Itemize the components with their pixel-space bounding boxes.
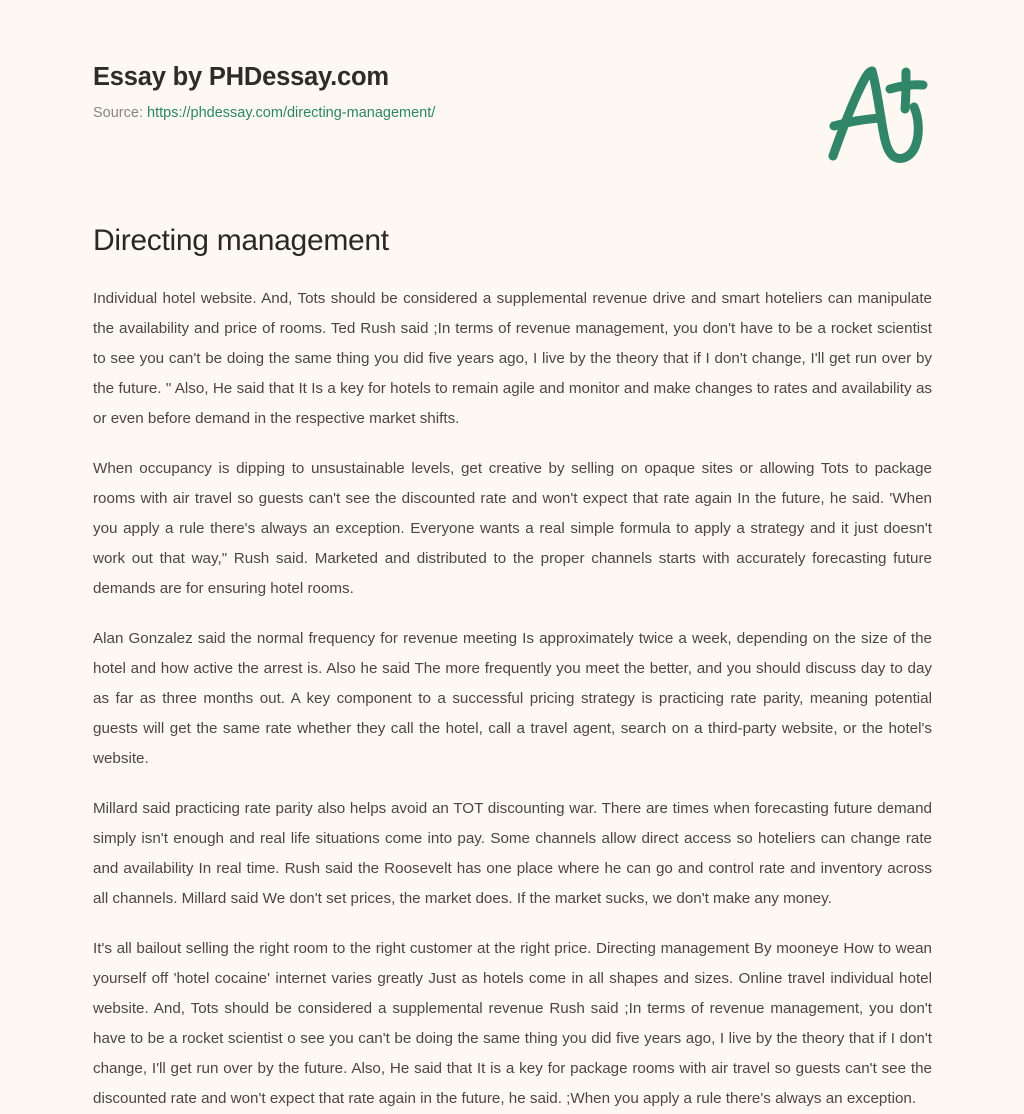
paragraph: Millard said practicing rate parity also helps avoid an TOT discounting war. There are times when forecasting future demand simply isn't enough and real life situations come into pay. Some channels allow direct access so hoteliers can change rate and availability In real time. Rush said the Roosevelt has one place where he can go and control rate and inventory across all channels. Millard said We don't set prices, the market does. If the market sucks, we don't make any money. (93, 800, 932, 907)
paragraph: Alan Gonzalez said the normal frequency for revenue meeting Is approximately twice a week, depending on the size of the hotel and how active the arrest is. Also he said The more frequently you meet the better, and you should discuss day to day as far as three months out. A key component to a successful pricing strategy is practicing rate parity, meaning potential guests will get the same rate whether they call the hotel, call a travel agent, search on a third-party website, or the hotel's website. (93, 630, 932, 767)
source-label: Source: (93, 105, 143, 122)
paragraph: Individual hotel website. And, Tots should be considered a supplemental revenue drive and smart hoteliers can manipulate the availability and price of rooms. Ted Rush said ;In terms of revenue management, you don't have to be a rocket scientist to see you can't be doing the same thing you did five years ago, I live by the theory that if I don't change, I'll get run over by the future. " Also, He said that It Is a key for hotels to remain agile and monitor and make changes to rates and availability as or even before demand in the respective market shifts. (93, 290, 932, 427)
paragraph: When occupancy is dipping to unsustainable levels, get creative by selling on opaque sites or allowing Tots to package rooms with air travel so guests can't see the discounted rate and won't expect that rate again In the future, he said. 'When you apply a rule there's always an exception. Everyone wants a real simple formula to apply a strategy and it just doesn't work out that way," Rush said. Marketed and distributed to the proper channels starts with accurately forecasting future demands are for ensuring hotel rooms. (93, 460, 932, 597)
aplus-logo-svg (818, 52, 936, 170)
paragraph: It's all bailout selling the right room to the right customer at the right price. Directing management By mooneye How to wean yourself off 'hotel cocaine' internet varies greatly Just as hotels come in all shapes and sizes. Online travel individual hotel website. And, Tots should be considered a supplemental revenue Rush said ;In terms of revenue management, you don't have to be a rocket scientist o see you can't be doing the same thing you did five years ago, I live by the theory that if I don't change, I'll get run over by the future. Also, He said that It is a key for package rooms with air travel so guests can't see the discounted rate and won't expect that rate again in the future, he said. ;When you apply a rule there's always an exception. (93, 940, 932, 1107)
source-url-link[interactable]: https://phdessay.com/directing-management/ (147, 105, 436, 122)
source-line (93, 105, 944, 122)
brand-title: Essay by PHDessay.com (93, 63, 389, 91)
aplus-logo-icon (818, 52, 936, 170)
page-title: Directing management (93, 224, 389, 257)
page-header (93, 63, 944, 123)
essay-body (93, 284, 932, 1114)
